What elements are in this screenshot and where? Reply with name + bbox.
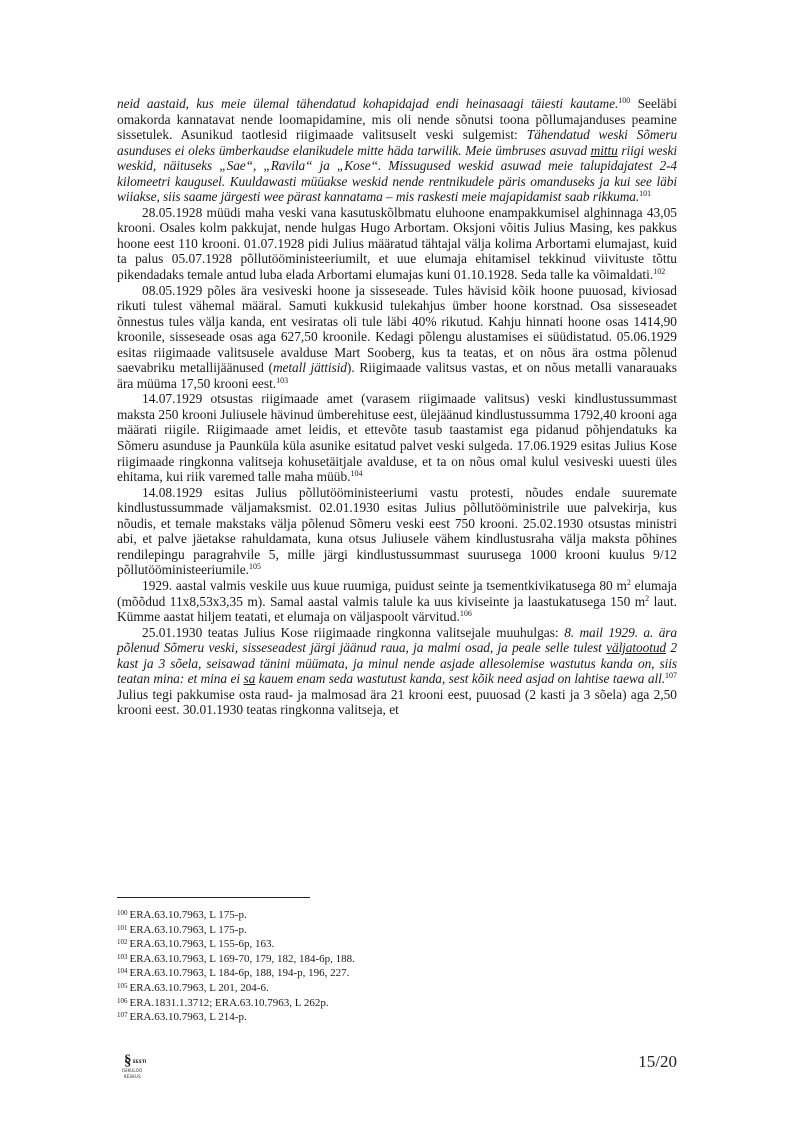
paragraph-text: 25.01.1930 teatas Julius Kose riigimaade ringkonna valitsejale muuhulgas: bbox=[142, 624, 565, 640]
superscript-squared: 2 bbox=[645, 593, 650, 603]
footnote-ref[interactable]: 105 bbox=[249, 562, 262, 572]
document-page bbox=[117, 96, 677, 718]
organization-logo bbox=[121, 1054, 147, 1082]
quote-text: riigi weski weskid, näituseks „Sae“, „Ravila“ ja „Kose“. Missugused weskid asuwad meie talupidajatest 2-4 kilomeetri kaugusel. Kuuldawasti müüakse weskid nende rentnikudele päris omanduseks ja kui see läbi wiiakse, siis saame järgesti wee pärast kannatama – mis raskesti meie majapidamist saab rikkuma. bbox=[117, 142, 677, 205]
footnote-ref[interactable]: 102 bbox=[653, 267, 666, 277]
footnote-text: ERA.63.10.7963, L 184-6p, 188, 194-p, 196, 227. bbox=[129, 967, 350, 980]
footnote-item bbox=[117, 908, 677, 923]
paragraph-7 bbox=[117, 625, 677, 718]
footnote-ref[interactable]: 100 bbox=[618, 96, 631, 105]
paragraph-text: 1929. aastal valmis veskile uus kuue ruumiga, puidust seinte ja tsementkivikatusega 80 m bbox=[142, 577, 627, 593]
underlined-word: mittu bbox=[590, 142, 618, 158]
paragraph-3 bbox=[117, 283, 677, 392]
body-text bbox=[117, 96, 677, 718]
footnote-text: ERA.63.10.7963, L 201, 204-6. bbox=[129, 981, 269, 994]
paragraph-5 bbox=[117, 485, 677, 578]
quote-text: kauem enam seda wastutust kanda, sest kõik need asjad on lahtise taewa all. bbox=[255, 671, 665, 687]
logo-text-line: KESKUS bbox=[124, 1074, 141, 1079]
footnote-item bbox=[117, 1010, 677, 1025]
paragraph-4 bbox=[117, 391, 677, 484]
logo-text-line: EESTI bbox=[133, 1059, 147, 1064]
underlined-word: väljatootud bbox=[606, 640, 667, 656]
paragraph-2 bbox=[117, 205, 677, 283]
footnote-number: 105 bbox=[117, 981, 128, 990]
footnotes bbox=[117, 908, 677, 1025]
quote-text: neid aastaid, kus meie ülemal tähendatud kohapidajad endi heinasaagi täiesti kautame. bbox=[117, 96, 619, 111]
paragraph-text: Julius tegi pakkumise osta raud- ja malmosad ära 21 krooni eest, puuosad (2 kasti ja 3 sõela) aga 2,50 krooni eest. 30.01.1930 teatas ringkonna valitseja, et bbox=[117, 686, 677, 718]
footnote-item bbox=[117, 996, 677, 1011]
footnote-text: ERA.63.10.7963, L 155-6p, 163. bbox=[129, 938, 275, 951]
paragraph-text: 14.08.1929 esitas Julius põllutööministeeriumi vastu protesti, nõudes endale suuremate kindlustussummade väljamaksmist. 02.01.1930 esitas Julius põllutööministrile uue palvekirja, kus nõudis, et temale makstaks välja põlenud Sõmeru veski eest 750 krooni. 25.02.1930 otsustas ministri abi, et palve jäetakse rahuldamata, kuna otsus Juliusele vähem kindlustusraha välja maksta põhines rendilepingu paragrahvile 5, mille järgi kindlustussummast suurusega 1000 krooni kuulus 9/12 põllutööministeeriumile. bbox=[117, 484, 677, 578]
footnote-number: 104 bbox=[117, 967, 128, 976]
footnote-text: ERA.63.10.7963, L 175-p. bbox=[129, 923, 247, 936]
footnote-number: 103 bbox=[117, 952, 128, 961]
superscript-squared: 2 bbox=[626, 577, 631, 587]
quote-text: metall jättisid bbox=[272, 360, 347, 376]
footnote-number: 101 bbox=[117, 923, 128, 932]
footnote-ref[interactable]: 106 bbox=[459, 609, 472, 619]
footnote-ref[interactable]: 101 bbox=[639, 189, 652, 199]
footnote-text: ERA.63.10.7963, L 214-p. bbox=[129, 1011, 247, 1024]
paragraph-text: laut. Kümme aastat hiljem teatati, et elumaja on väljaspoolt värvitud. bbox=[117, 593, 678, 625]
underlined-word: sa bbox=[243, 671, 256, 687]
quote-text: 2 kast ja 3 sõela, seisawad tänini müümata, ja minul nende asjade allesolemise wastutus kanda on, siis teatan mina: et mina ei bbox=[117, 640, 677, 687]
paragraph-1 bbox=[117, 96, 677, 205]
paragraph-text: 08.05.1929 põles ära vesiveski hoone ja sisseseade. Tules hävisid kõik hoone puuosad, kiviosad rikuti tulest vähemal määral. Samuti kukkusid tulekahjus ümber hoone korstnad. Osa sisseseadet õnnestus tules välja kanda, ent vesiratas oli tule läbi 40% rikutud. Kahju hinnati hoone osas 1414,90 kroonile, sisseseade osas aga 627,50 kroonile. Kedagi põlengu alustamises ei süüdistatud. 05.06.1929 esitas riigimaade valitsusele avalduse Mart Sooberg, kus ta teatas, et on nõus ära ostma põlenud saevabriku metallijäänused ( bbox=[117, 282, 677, 376]
page-number: 15/20 bbox=[638, 1052, 677, 1071]
quote-text: Tähendatud weski Sõmeru asunduses ei oleks ümberkaudse elanikudele mitte häda tarwilik. Meie ümbruses asuvad bbox=[117, 127, 677, 158]
footnote-item bbox=[117, 952, 677, 967]
footnote-ref[interactable]: 103 bbox=[276, 375, 289, 385]
footnote-item bbox=[117, 937, 677, 952]
footnote-item bbox=[117, 966, 677, 981]
paragraph-text: ). Riigimaade valitsus vastas, et on nõus metalli vanarauaks ära müüma 17,50 krooni eest. bbox=[117, 360, 677, 391]
footnote-separator bbox=[117, 897, 310, 898]
paragraph-text: Seeläbi omakorda kannatavat nende loomapidamine, mis oli nende sõnutsi toona põllumajanduses peamine sissetulek. Asunikud taotlesid riigimaade valitsuselt veski sulgemist: bbox=[117, 96, 677, 143]
section-sign-icon: § bbox=[124, 1053, 132, 1069]
footnote-text: ERA.63.10.7963, L 169-70, 179, 182, 184-6p, 188. bbox=[129, 952, 355, 965]
paragraph-text: 28.05.1928 müüdi maha veski vana kasutuskõlbmatu eluhoone enampakkumisel alghinnaga 43,05 krooni. Osales kolm pakkujat, nende hulgas Hugo Arbortam. Oksjoni võitis Julius Masing, kes pakkus hoone eest 110 krooni. 01.07.1928 pidi Julius määratud tähtajal välja kolima Arbortami elumajast, kuid ta palus 05.07.1928 põllutööministeeriumilt, et uue elumaja ehitamisel tekkinud viivituste tõttu pikendadaks temale antud luba elada Arbortami elumajas kuni 01.10.1928. Seda talle ka võimaldati. bbox=[117, 204, 677, 283]
footnote-number: 106 bbox=[117, 996, 128, 1005]
footnote-number: 102 bbox=[117, 938, 128, 947]
footnote-item bbox=[117, 981, 677, 996]
footnote-text: ERA.1831.1.3712; ERA.63.10.7963, L 262p. bbox=[129, 996, 329, 1009]
footnote-ref[interactable]: 107 bbox=[665, 671, 677, 681]
quote-text: 8. mail 1929. a. ära põlenud Sõmeru veski, sisseseadest järgi jäänud raua, ja malmi osad, ja peale selle tulest bbox=[117, 624, 678, 656]
logo-text-line: ISIKULOO bbox=[122, 1068, 143, 1073]
footnote-number: 107 bbox=[117, 1011, 128, 1020]
paragraph-text: elumaja (mõõdud 11x8,53x3,35 m). Samal aastal valmis talule ka uus kiviseinte ja laastukatusega 150 m bbox=[117, 577, 677, 609]
footnote-number: 100 bbox=[117, 909, 128, 917]
footnote-text: ERA.63.10.7963, L 175-p. bbox=[129, 909, 247, 921]
footnote-ref[interactable]: 104 bbox=[350, 469, 363, 479]
paragraph-text: 14.07.1929 otsustas riigimaade amet (varasem riigimaade valitsus) veski kindlustussummast maksta 250 krooni Juliusele hävinud ümberehituse eest, ülejäänud kindlustussumma 1792,40 krooni aga määrati riigile. Riigimaade amet leidis, et ettevõte tasub taastamist ega pidanud põhjendatuks ka Sõmeru asunduse ja Paunküla küla asunike esitatud palvet veski sulgeda. 17.06.1929 esitas Julius Kose riigimaade ringkonna valitseja kohusetäitjale avalduse, et ta on nõus omal kulul vesiveski uuesti üles ehitama, kui riik varemed talle maha müüb. bbox=[117, 391, 677, 485]
footnote-item bbox=[117, 923, 677, 938]
paragraph-6 bbox=[117, 578, 677, 625]
